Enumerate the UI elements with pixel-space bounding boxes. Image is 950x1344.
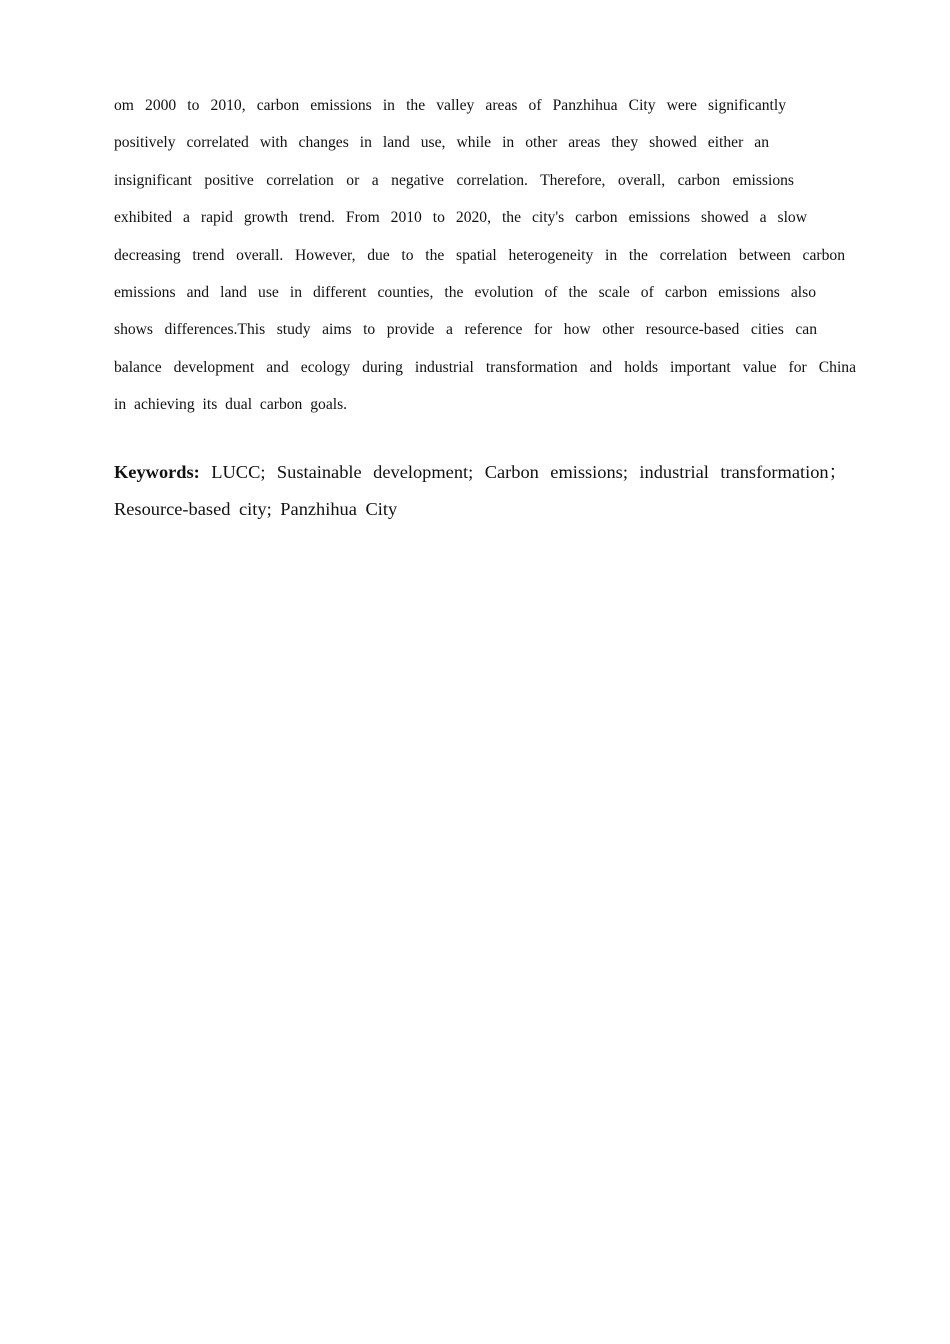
abstract-line: positively correlated with changes in land use, while in other areas they showed either an [114,134,769,152]
abstract-line: om 2000 to 2010, carbon emissions in the valley areas of Panzhihua City were significantly [114,97,786,114]
abstract-line: emissions and land use in different counties, the evolution of the scale of carbon emissions also [114,283,816,301]
keywords-list: LUCC; Sustainable development; Carbon emissions; industrial transformation； [211,462,847,482]
abstract-line: exhibited a rapid growth trend. From 2010 to 2020, the city's carbon emissions showed a slow [114,209,807,227]
abstract-line: in achieving its dual carbon goals. [114,396,348,414]
keywords-line-2: Resource-based city; Panzhihua City [114,499,398,519]
keywords-block [114,454,850,528]
abstract-line: insignificant positive correlation or a negative correlation. Therefore, overall, carbon emissions [114,171,794,189]
abstract-line: balance development and ecology during industrial transformation and holds important value for China [114,358,856,376]
abstract-line: shows differences.This study aims to provide a reference for how other resource-based cities can [114,321,817,339]
keywords-line-1 [114,454,847,491]
abstract-text [114,87,859,424]
abstract-line: decreasing trend overall. However, due to the spatial heterogeneity in the correlation between carbon [114,246,845,264]
keywords-label: Keywords: [114,462,200,482]
